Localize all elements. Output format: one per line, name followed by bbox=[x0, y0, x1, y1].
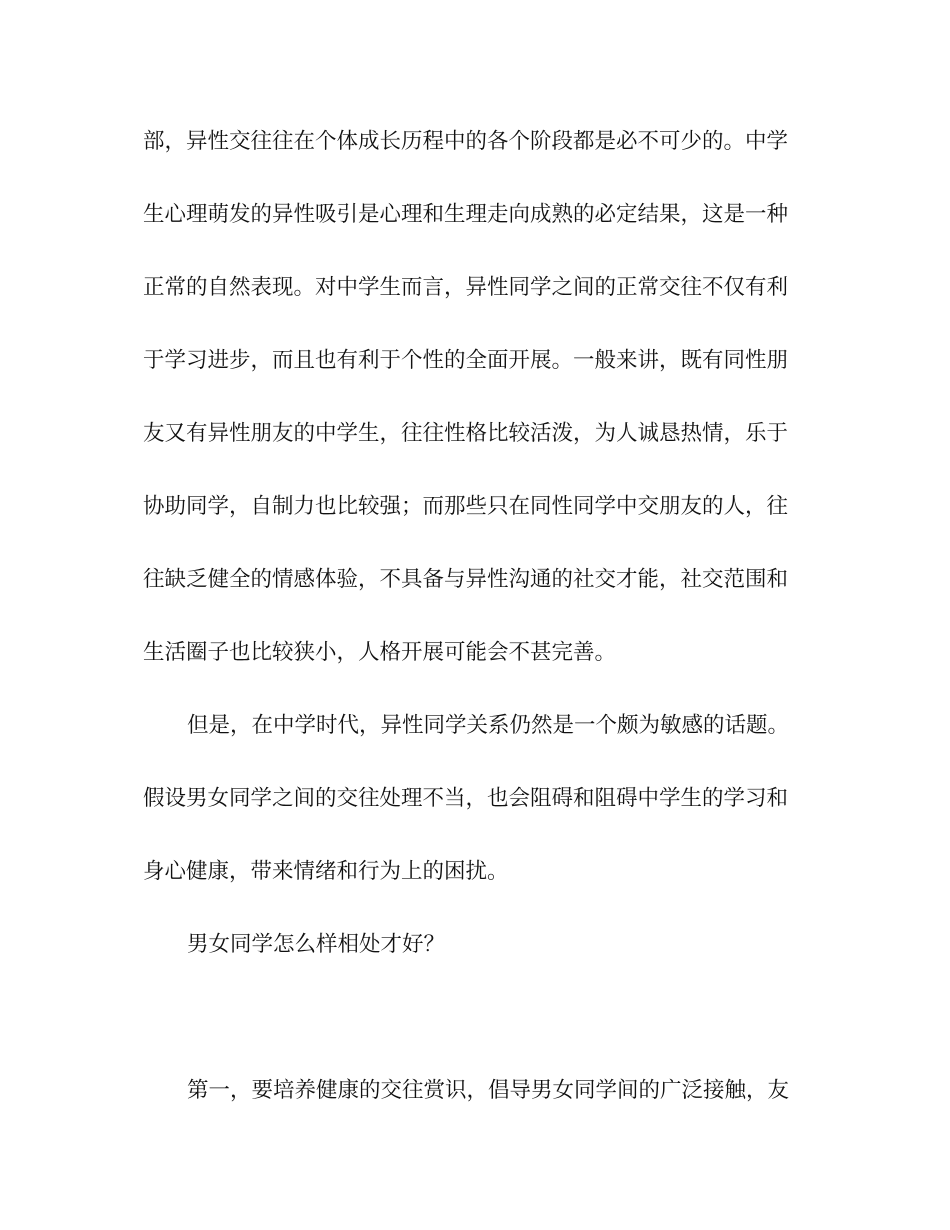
text-line: 正常的自然表现。对中学生而言，异性同学之间的正常交往不仅有利 bbox=[143, 275, 789, 300]
text-line: 生心理萌发的异性吸引是心理和生理走向成熟的必定结果，这是一种 bbox=[143, 202, 789, 227]
text-line: 往缺乏健全的情感体验，不具备与异性沟通的社交才能，社交范围和 bbox=[143, 567, 789, 592]
text-line: 协助同学，自制力也比较强；而那些只在同性同学中交朋友的人，往 bbox=[143, 494, 789, 519]
text-line: 友又有异性朋友的中学生，往往性格比较活泼，为人诚恳热情，乐于 bbox=[143, 421, 789, 446]
text-line: 身心健康，带来情绪和行为上的困扰。 bbox=[143, 859, 509, 884]
text-line: 假设男女同学之间的交往处理不当，也会阻碍和阻碍中学生的学习和 bbox=[143, 786, 789, 811]
text-line: 于学习进步，而且也有利于个性的全面开展。一般来讲，既有同性朋 bbox=[143, 348, 789, 373]
section-question: 男女同学怎么样相处才好？ bbox=[187, 932, 446, 957]
text-line: 生活圈子也比较狭小，人格开展可能会不甚完善。 bbox=[143, 640, 617, 665]
text-line: 部，异性交往往在个体成长历程中的各个阶段都是必不可少的。中学 bbox=[143, 129, 789, 154]
paragraph-start-line: 第一，要培养健康的交往赏识，倡导男女同学间的广泛接触，友 bbox=[187, 1078, 790, 1103]
paragraph-start-line: 但是，在中学时代，异性同学关系仍然是一个颇为敏感的话题。 bbox=[187, 713, 790, 738]
